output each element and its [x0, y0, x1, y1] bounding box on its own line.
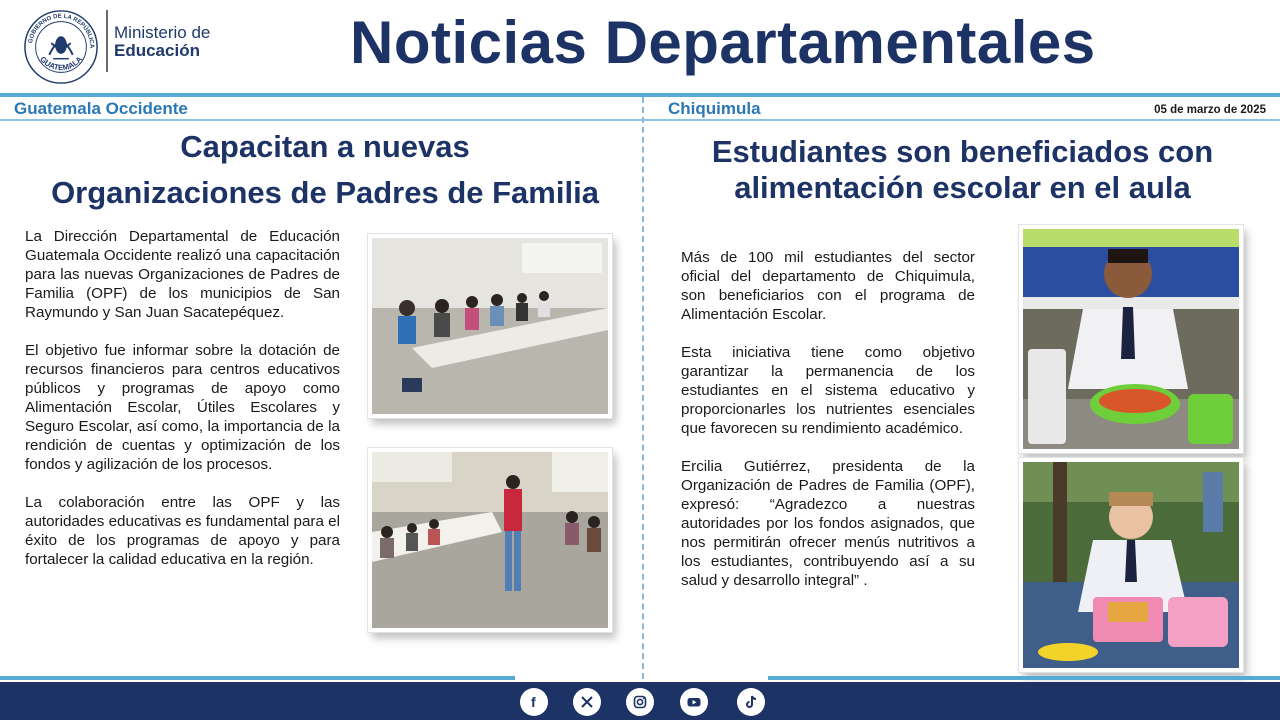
right-headline-line1: Estudiantes son beneficiados con	[711, 134, 1214, 169]
left-paragraph-3: La colaboración entre las OPF y las autoridades educativas es fundamental para el éxito de los programas de apoyo y para fortalecer la calidad educativa en la región.	[25, 494, 340, 568]
left-paragraph-1: La Dirección Departamental de Educación Guatemala Occidente realizó una capacitación para las nuevas Organizaciones de Padres de Familia (OPF) de los municipios de San Raymundo y San Juan Sacatepéquez.	[25, 228, 340, 321]
left-headline-line1: Capacitan a nuevas	[180, 129, 470, 164]
footer-rule-right	[768, 676, 1280, 680]
footer-rule-left	[0, 676, 515, 680]
left-article-headline	[20, 124, 630, 216]
region-label-right: Chiquimula	[668, 99, 761, 118]
ministry-logo-text	[114, 24, 210, 60]
tiktok-icon[interactable]	[737, 688, 765, 716]
region-band	[0, 97, 1280, 119]
header	[0, 0, 1280, 94]
student-girl-meal-photo	[1019, 458, 1243, 672]
x-icon[interactable]	[573, 688, 601, 716]
left-paragraph-2: El objetivo fue informar sobre la dotación de recursos financieros para centros educativos públicos y programas de apoyo como Alimentación Escolar, Útiles Escolares y Seguro Escolar, así como, la importancia de la rendición de cuentas y optimización de los fondos y agilización de los procesos.	[25, 342, 340, 473]
left-article-body	[25, 227, 340, 588]
publication-date: 05 de marzo de 2025	[1154, 104, 1266, 116]
instagram-icon[interactable]	[626, 688, 654, 716]
student-boy-meal-photo	[1019, 225, 1243, 453]
right-article-body	[681, 248, 975, 609]
right-headline-line2: alimentación escolar en el aula	[734, 170, 1191, 205]
svg-text:f: f	[531, 694, 536, 710]
svg-text:GOBIERNO DE LA REPÚBLICA: GOBIERNO DE LA REPÚBLICA	[27, 13, 95, 49]
ministry-line1: Ministerio de	[114, 23, 211, 42]
page-title: Noticias Departamentales	[350, 9, 1096, 76]
right-article-headline	[660, 134, 1265, 206]
ministry-line2: Educación	[114, 41, 200, 60]
facebook-icon[interactable]	[520, 688, 548, 716]
training-photo-presenter	[368, 448, 612, 632]
right-paragraph-1: Más de 100 mil estudiantes del sector oficial del departamento de Chiquimula, son beneficiarios con el programa de Alimentación Escolar.	[681, 249, 975, 323]
youtube-icon[interactable]	[680, 688, 708, 716]
region-label-left: Guatemala Occidente	[14, 99, 188, 118]
right-paragraph-2: Esta iniciativa tiene como objetivo garantizar la permanencia de los estudiantes en el sistema educativo y proporcionarles los nutrientes esenciales que favorecen su rendimiento académico.	[681, 344, 975, 437]
left-headline-line2: Organizaciones de Padres de Familia	[51, 175, 599, 210]
government-seal-logo	[22, 8, 100, 86]
column-divider	[642, 97, 644, 679]
right-paragraph-3: Ercilia Gutiérrez, presidenta de la Organización de Padres de Familia (OPF), expresó: “Agradezco a nuestras autoridades por los fondos asignados, que nos permitirán ofrecer menús nutritivos a los estudiantes, contribuyendo así a su salud y desarrollo integral” .	[681, 458, 975, 589]
logo-divider	[106, 10, 108, 72]
band-rule	[0, 119, 1280, 121]
svg-text:GUATEMALA: GUATEMALA	[38, 54, 84, 73]
training-photo-classroom	[368, 234, 612, 418]
